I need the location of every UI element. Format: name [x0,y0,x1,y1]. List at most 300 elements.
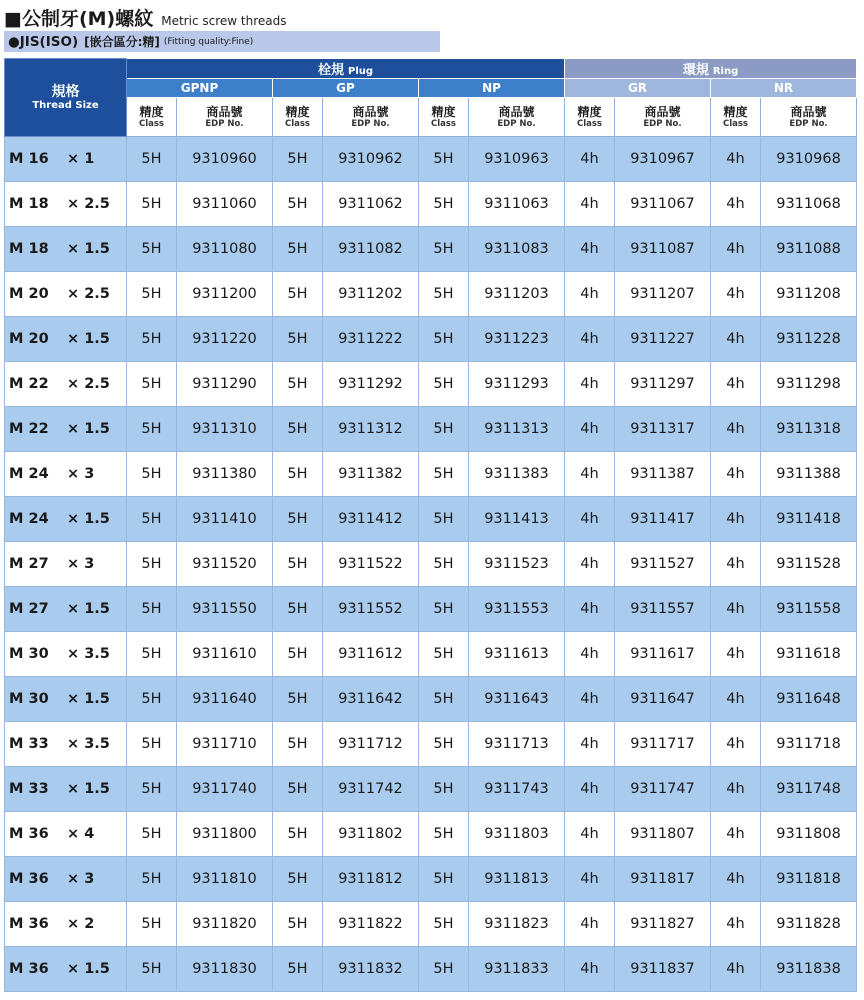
thread-size-cell [5,182,127,227]
thread-size-header-jp: 規格 [51,83,80,100]
edp-header-jp: 商品號 [790,104,827,119]
edp-cell: 9311083 [469,227,565,272]
class-column-header [127,98,177,137]
class-cell: 5H [273,632,323,677]
class-cell: 5H [273,182,323,227]
edp-cell: 9311747 [615,767,711,812]
thread-diameter: M 22 [9,376,49,392]
class-cell: 5H [127,587,177,632]
class-cell: 5H [127,542,177,587]
table-row [5,227,857,272]
thread-size-cell [5,317,127,362]
edp-cell: 9311082 [323,227,419,272]
edp-cell: 9311823 [469,902,565,947]
edp-cell: 9311553 [469,587,565,632]
table-row [5,362,857,407]
edp-column-header [177,98,273,137]
class-cell: 5H [273,902,323,947]
table-row [5,902,857,947]
plug-header-jp: 栓規 [317,63,344,78]
thread-diameter: M 33 [9,736,49,752]
class-cell: 5H [273,272,323,317]
edp-cell: 9311838 [761,947,857,992]
edp-cell: 9311813 [469,857,565,902]
thread-pitch: × 3 [67,466,95,482]
edp-cell: 9311412 [323,497,419,542]
edp-header-en: EDP No. [497,118,536,129]
class-cell: 4h [565,947,615,992]
edp-cell: 9311060 [177,182,273,227]
class-header-jp: 精度 [577,104,602,119]
class-cell: 5H [273,542,323,587]
thread-size-cell [5,812,127,857]
edp-cell: 9311228 [761,317,857,362]
class-cell: 5H [273,587,323,632]
class-cell: 5H [273,317,323,362]
edp-header-jp: 商品號 [498,104,535,119]
class-cell: 4h [565,497,615,542]
edp-cell: 9311317 [615,407,711,452]
type-header-np: NP [419,79,565,98]
thread-size-cell [5,947,127,992]
thread-pitch: × 3 [67,556,95,572]
thread-size-cell [5,497,127,542]
thread-diameter: M 36 [9,826,49,842]
thread-size-cell [5,902,127,947]
thread-pitch: × 2 [67,916,95,932]
class-cell: 4h [565,452,615,497]
table-row [5,812,857,857]
class-column-header [273,98,323,137]
class-cell: 5H [419,497,469,542]
edp-cell: 9311713 [469,722,565,767]
thread-pitch: × 3 [67,871,95,887]
class-cell: 5H [419,182,469,227]
edp-cell: 9311418 [761,497,857,542]
thread-diameter: M 16 [9,151,49,167]
class-column-header [711,98,761,137]
edp-cell: 9311318 [761,407,857,452]
edp-cell: 9311807 [615,812,711,857]
thread-diameter: M 36 [9,916,49,932]
class-cell: 4h [565,137,615,182]
class-header-jp: 精度 [431,104,456,119]
edp-cell: 9311292 [323,362,419,407]
class-cell: 4h [565,542,615,587]
thread-diameter: M 27 [9,601,49,617]
class-cell: 4h [711,452,761,497]
class-cell: 4h [711,362,761,407]
class-cell: 5H [419,587,469,632]
thread-size-cell [5,722,127,767]
edp-header-jp: 商品號 [206,104,243,119]
edp-cell: 9311800 [177,812,273,857]
thread-size-cell [5,857,127,902]
class-cell: 5H [127,677,177,722]
class-cell: 4h [565,182,615,227]
class-cell: 5H [273,677,323,722]
class-header-en: Class [430,118,456,129]
class-cell: 5H [273,407,323,452]
class-cell: 5H [127,632,177,677]
edp-cell: 9311803 [469,812,565,857]
edp-cell: 9310968 [761,137,857,182]
class-cell: 4h [711,182,761,227]
class-cell: 5H [273,452,323,497]
edp-cell: 9311710 [177,722,273,767]
edp-cell: 9311202 [323,272,419,317]
plug-group-header [127,59,565,79]
edp-cell: 9311068 [761,182,857,227]
thread-diameter: M 24 [9,466,49,482]
edp-cell: 9311832 [323,947,419,992]
class-cell: 5H [127,407,177,452]
edp-cell: 9311063 [469,182,565,227]
edp-cell: 9311388 [761,452,857,497]
edp-cell: 9311380 [177,452,273,497]
class-cell: 5H [419,407,469,452]
class-cell: 5H [127,497,177,542]
edp-cell: 9311817 [615,857,711,902]
thread-pitch: × 1.5 [67,781,110,797]
thread-diameter: M 33 [9,781,49,797]
standard-label: ●JIS(ISO) [8,33,79,50]
class-cell: 4h [711,272,761,317]
class-cell: 5H [419,452,469,497]
class-cell: 4h [565,812,615,857]
edp-cell: 9311087 [615,227,711,272]
edp-cell: 9311313 [469,407,565,452]
class-cell: 4h [711,632,761,677]
edp-cell: 9311208 [761,272,857,317]
class-cell: 5H [127,227,177,272]
edp-cell: 9311312 [323,407,419,452]
class-cell: 4h [711,767,761,812]
type-header-gp: GP [273,79,419,98]
thread-pitch: × 3.5 [67,736,110,752]
class-cell: 5H [127,182,177,227]
class-cell: 5H [419,902,469,947]
edp-cell: 9311528 [761,542,857,587]
class-cell: 5H [127,902,177,947]
table-row [5,587,857,632]
class-cell: 4h [565,632,615,677]
edp-cell: 9311413 [469,497,565,542]
edp-cell: 9311818 [761,857,857,902]
class-header-jp: 精度 [139,104,164,119]
thread-pitch: × 3.5 [67,646,110,662]
class-cell: 4h [711,947,761,992]
fitting-label: [嵌合區分:精] [84,35,160,49]
thread-size-cell [5,227,127,272]
edp-cell: 9311203 [469,272,565,317]
thread-pitch: × 2.5 [67,196,110,212]
title-sub: Metric screw threads [161,14,287,28]
edp-cell: 9311298 [761,362,857,407]
class-cell: 5H [127,137,177,182]
class-cell: 5H [273,722,323,767]
thread-pitch: × 1.5 [67,961,110,977]
class-cell: 5H [273,812,323,857]
class-header-en: Class [722,118,748,129]
thread-size-cell [5,407,127,452]
class-cell: 4h [711,497,761,542]
edp-cell: 9311067 [615,182,711,227]
edp-cell: 9311293 [469,362,565,407]
class-header-jp: 精度 [285,104,310,119]
edp-cell: 9310960 [177,137,273,182]
thread-pitch: × 4 [67,826,95,842]
class-cell: 4h [565,902,615,947]
ring-group-header [565,59,857,79]
ring-header-en: Ring [712,66,739,77]
class-cell: 4h [565,722,615,767]
class-cell: 5H [273,497,323,542]
table-row [5,947,857,992]
edp-cell: 9311740 [177,767,273,812]
edp-cell: 9311297 [615,362,711,407]
class-cell: 5H [419,632,469,677]
class-cell: 5H [127,272,177,317]
class-cell: 5H [419,722,469,767]
edp-cell: 9311647 [615,677,711,722]
edp-cell: 9311717 [615,722,711,767]
edp-cell: 9311200 [177,272,273,317]
thread-diameter: M 18 [9,241,49,257]
edp-header-en: EDP No. [205,118,244,129]
class-cell: 4h [711,317,761,362]
thread-pitch: × 1 [67,151,95,167]
edp-cell: 9311617 [615,632,711,677]
edp-header-en: EDP No. [643,118,682,129]
table-row [5,272,857,317]
thread-size-cell [5,632,127,677]
edp-cell: 9311808 [761,812,857,857]
ring-header-jp: 環規 [682,63,709,78]
table-row [5,722,857,767]
class-cell: 5H [273,137,323,182]
class-cell: 5H [419,812,469,857]
class-cell: 5H [127,812,177,857]
thread-spec-table [4,58,857,992]
thread-pitch: × 1.5 [67,421,110,437]
title-main: ■公制牙(M)螺紋 [4,8,154,30]
edp-cell: 9311812 [323,857,419,902]
edp-cell: 9311062 [323,182,419,227]
edp-cell: 9311383 [469,452,565,497]
edp-cell: 9310962 [323,137,419,182]
edp-header-jp: 商品號 [644,104,681,119]
edp-cell: 9311640 [177,677,273,722]
table-row [5,497,857,542]
type-header-gpnp: GPNP [127,79,273,98]
edp-cell: 9311227 [615,317,711,362]
edp-cell: 9311833 [469,947,565,992]
class-cell: 5H [419,857,469,902]
thread-size-cell [5,137,127,182]
class-cell: 4h [711,722,761,767]
thread-pitch: × 1.5 [67,601,110,617]
edp-cell: 9310967 [615,137,711,182]
class-cell: 4h [565,677,615,722]
edp-cell: 9311222 [323,317,419,362]
edp-column-header [761,98,857,137]
class-column-header [565,98,615,137]
edp-column-header [615,98,711,137]
edp-cell: 9311520 [177,542,273,587]
edp-cell: 9311557 [615,587,711,632]
thread-size-cell [5,362,127,407]
edp-cell: 9311820 [177,902,273,947]
edp-cell: 9311410 [177,497,273,542]
edp-cell: 9311382 [323,452,419,497]
class-cell: 5H [419,542,469,587]
class-cell: 4h [565,272,615,317]
thread-diameter: M 20 [9,286,49,302]
class-cell: 5H [419,137,469,182]
class-header-en: Class [284,118,310,129]
edp-cell: 9311742 [323,767,419,812]
page-title [4,4,286,30]
edp-cell: 9311618 [761,632,857,677]
thread-diameter: M 22 [9,421,49,437]
edp-cell: 9311220 [177,317,273,362]
thread-diameter: M 36 [9,961,49,977]
class-cell: 4h [565,587,615,632]
edp-cell: 9311550 [177,587,273,632]
edp-header-en: EDP No. [789,118,828,129]
edp-cell: 9311642 [323,677,419,722]
edp-cell: 9310963 [469,137,565,182]
thread-pitch: × 1.5 [67,691,110,707]
edp-cell: 9311522 [323,542,419,587]
plug-header-en: Plug [347,66,374,77]
edp-cell: 9311310 [177,407,273,452]
class-cell: 5H [419,272,469,317]
edp-cell: 9311080 [177,227,273,272]
class-cell: 4h [711,902,761,947]
class-cell: 5H [127,317,177,362]
class-cell: 4h [711,677,761,722]
edp-header-jp: 商品號 [352,104,389,119]
edp-cell: 9311827 [615,902,711,947]
class-cell: 5H [273,857,323,902]
class-cell: 5H [127,362,177,407]
thread-pitch: × 1.5 [67,511,110,527]
type-header-gr: GR [565,79,711,98]
class-cell: 5H [127,947,177,992]
edp-column-header [469,98,565,137]
thread-size-cell [5,272,127,317]
thread-size-header-en: Thread Size [32,99,99,111]
class-cell: 5H [273,947,323,992]
thread-size-cell [5,452,127,497]
edp-cell: 9311552 [323,587,419,632]
edp-cell: 9311523 [469,542,565,587]
class-cell: 4h [711,812,761,857]
class-header-jp: 精度 [723,104,748,119]
edp-cell: 9311712 [323,722,419,767]
thread-pitch: × 1.5 [67,241,110,257]
thread-diameter: M 30 [9,691,49,707]
edp-cell: 9311610 [177,632,273,677]
standard-bar [4,31,440,52]
edp-cell: 9311748 [761,767,857,812]
thread-diameter: M 18 [9,196,49,212]
class-cell: 4h [565,407,615,452]
thread-diameter: M 36 [9,871,49,887]
thread-pitch: × 1.5 [67,331,110,347]
table-row [5,137,857,182]
edp-cell: 9311223 [469,317,565,362]
thread-size-cell [5,587,127,632]
edp-cell: 9311207 [615,272,711,317]
edp-header-en: EDP No. [351,118,390,129]
table-row [5,767,857,812]
class-cell: 5H [273,362,323,407]
edp-cell: 9311290 [177,362,273,407]
thread-diameter: M 24 [9,511,49,527]
edp-cell: 9311743 [469,767,565,812]
edp-cell: 9311718 [761,722,857,767]
table-row [5,407,857,452]
edp-cell: 9311822 [323,902,419,947]
thread-size-cell [5,542,127,587]
edp-cell: 9311612 [323,632,419,677]
edp-cell: 9311802 [323,812,419,857]
class-cell: 4h [711,542,761,587]
edp-cell: 9311830 [177,947,273,992]
class-cell: 5H [419,947,469,992]
table-row [5,857,857,902]
thread-pitch: × 2.5 [67,376,110,392]
thread-diameter: M 30 [9,646,49,662]
fitting-label-en: (Fitting quality:Fine) [163,36,254,47]
class-header-en: Class [138,118,164,129]
class-header-en: Class [576,118,602,129]
class-cell: 5H [127,722,177,767]
thread-size-cell [5,677,127,722]
class-cell: 5H [419,227,469,272]
edp-cell: 9311828 [761,902,857,947]
class-cell: 4h [565,317,615,362]
class-cell: 4h [711,137,761,182]
edp-cell: 9311417 [615,497,711,542]
class-cell: 5H [273,767,323,812]
class-cell: 4h [565,857,615,902]
type-header-nr: NR [711,79,857,98]
edp-cell: 9311648 [761,677,857,722]
table-row [5,452,857,497]
table-row [5,632,857,677]
edp-cell: 9311837 [615,947,711,992]
edp-cell: 9311810 [177,857,273,902]
class-cell: 4h [711,857,761,902]
thread-diameter: M 20 [9,331,49,347]
table-row [5,317,857,362]
thread-size-cell [5,767,127,812]
edp-column-header [323,98,419,137]
table-row [5,182,857,227]
class-cell: 4h [565,362,615,407]
edp-cell: 9311088 [761,227,857,272]
class-cell: 5H [273,227,323,272]
edp-cell: 9311387 [615,452,711,497]
edp-cell: 9311643 [469,677,565,722]
class-cell: 5H [127,857,177,902]
class-cell: 5H [127,767,177,812]
class-cell: 4h [711,407,761,452]
